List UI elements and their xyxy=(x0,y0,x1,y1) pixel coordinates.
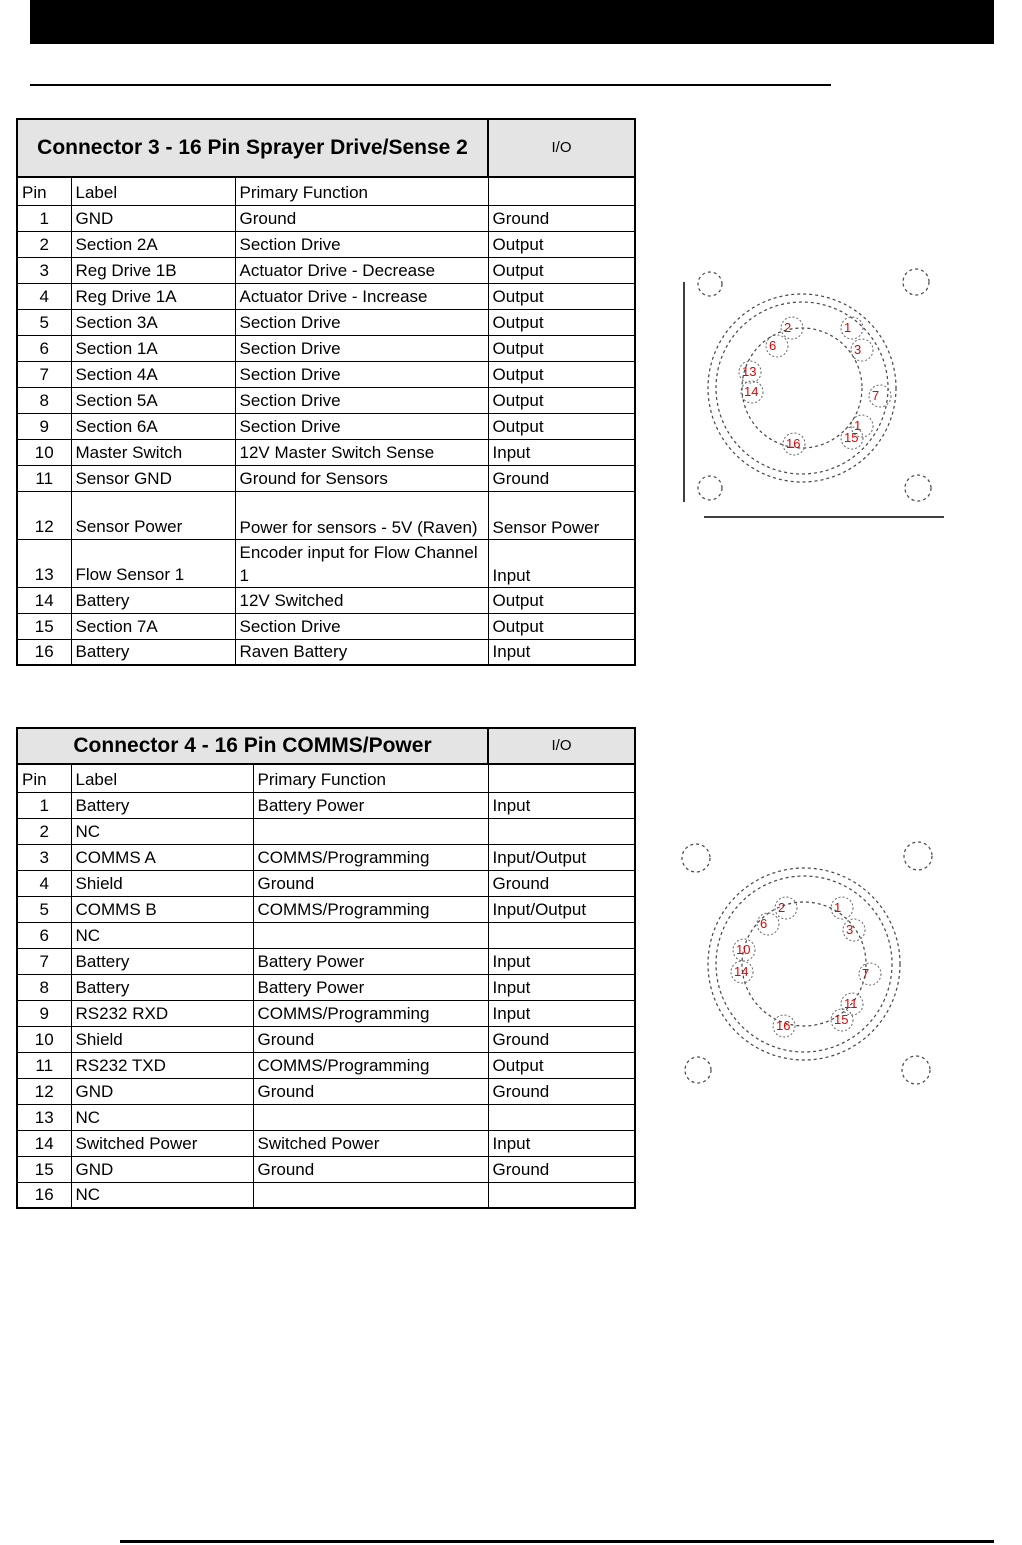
function-cell: Actuator Drive - Decrease xyxy=(235,257,488,283)
function-cell: 12V Switched xyxy=(235,587,488,613)
connector-3-table xyxy=(16,118,636,666)
io-cell: Output xyxy=(488,335,635,361)
footer-rule xyxy=(120,1540,994,1543)
table-row xyxy=(17,1156,635,1182)
label-cell: Section 5A xyxy=(71,387,235,413)
mount-hole-icon xyxy=(903,269,929,295)
pin-cell: 9 xyxy=(17,413,71,439)
pin-cell: 6 xyxy=(17,922,71,948)
table-row xyxy=(17,257,635,283)
function-cell: Ground xyxy=(253,870,488,896)
function-cell: COMMS/Programming xyxy=(253,896,488,922)
function-cell: Actuator Drive - Increase xyxy=(235,283,488,309)
connector-3-pinout-diagram xyxy=(674,252,960,522)
header-bar xyxy=(30,0,994,44)
io-cell: Sensor Power xyxy=(488,491,635,539)
connector-3-rows xyxy=(17,205,635,665)
io-header: I/O xyxy=(488,728,635,764)
io-cell: Ground xyxy=(488,1026,635,1052)
function-cell: Section Drive xyxy=(235,335,488,361)
table-row xyxy=(17,1078,635,1104)
pin-number-label: 6 xyxy=(769,338,777,353)
io-cell xyxy=(488,1182,635,1208)
pin-cell: 13 xyxy=(17,539,71,587)
io-cell: Input xyxy=(488,1000,635,1026)
function-cell xyxy=(253,922,488,948)
pin-cell: 8 xyxy=(17,974,71,1000)
table-row xyxy=(17,387,635,413)
pin-cell: 2 xyxy=(17,231,71,257)
function-cell: Section Drive xyxy=(235,309,488,335)
label-cell: Section 6A xyxy=(71,413,235,439)
function-cell: 12V Master Switch Sense xyxy=(235,439,488,465)
label-cell: RS232 RXD xyxy=(71,1000,253,1026)
io-cell: Input xyxy=(488,1130,635,1156)
pin-cell: 7 xyxy=(17,948,71,974)
io-cell: Output xyxy=(488,387,635,413)
pin-number-label: 15 xyxy=(834,1012,849,1027)
table-row xyxy=(17,491,635,539)
label-column-header: Label xyxy=(71,764,253,792)
function-cell: Section Drive xyxy=(235,387,488,413)
pin-number-label: 7 xyxy=(872,388,880,403)
connector-4-title: Connector 4 - 16 Pin COMMS/Power xyxy=(17,728,488,764)
function-cell: Battery Power xyxy=(253,974,488,1000)
pin-cell: 3 xyxy=(17,844,71,870)
pin-cell: 10 xyxy=(17,439,71,465)
function-cell xyxy=(253,1104,488,1130)
function-cell: Section Drive xyxy=(235,361,488,387)
pin-cell: 4 xyxy=(17,870,71,896)
function-cell: COMMS/Programming xyxy=(253,1052,488,1078)
io-cell: Input/Output xyxy=(488,896,635,922)
label-cell: Shield xyxy=(71,870,253,896)
pin-number-label: 6 xyxy=(760,916,768,931)
table-row xyxy=(17,465,635,491)
table-row xyxy=(17,948,635,974)
pin-cell: 6 xyxy=(17,335,71,361)
pin-cell: 7 xyxy=(17,361,71,387)
io-cell: Ground xyxy=(488,1156,635,1182)
table-row xyxy=(17,1026,635,1052)
io-cell: Input xyxy=(488,539,635,587)
io-cell: Output xyxy=(488,231,635,257)
table-row xyxy=(17,818,635,844)
pin-number-label: 11 xyxy=(844,996,858,1011)
function-cell: Ground xyxy=(253,1156,488,1182)
connector-4-pinout-svg xyxy=(664,830,954,1110)
io-cell: Ground xyxy=(488,1078,635,1104)
io-cell: Output xyxy=(488,413,635,439)
pin-cell: 5 xyxy=(17,309,71,335)
pin-number-label: 3 xyxy=(846,922,854,937)
pin-number-label: 2 xyxy=(784,320,792,335)
label-cell: NC xyxy=(71,1182,253,1208)
function-cell: Switched Power xyxy=(253,1130,488,1156)
function-cell: Battery Power xyxy=(253,948,488,974)
function-cell: Ground xyxy=(253,1026,488,1052)
label-cell: NC xyxy=(71,922,253,948)
table-row xyxy=(17,870,635,896)
label-cell: Battery xyxy=(71,639,235,665)
io-cell: Input xyxy=(488,639,635,665)
pin-cell: 12 xyxy=(17,491,71,539)
connector-4-rows xyxy=(17,792,635,1208)
function-cell: COMMS/Programming xyxy=(253,844,488,870)
label-column-header: Label xyxy=(71,177,235,205)
function-cell: Section Drive xyxy=(235,413,488,439)
table-row xyxy=(17,439,635,465)
table-row xyxy=(17,283,635,309)
pin-cell: 3 xyxy=(17,257,71,283)
function-cell: Power for sensors - 5V (Raven) xyxy=(235,491,488,539)
pin-column-header: Pin xyxy=(17,177,71,205)
pin-cell: 8 xyxy=(17,387,71,413)
function-cell: Encoder input for Flow Channel 1 xyxy=(235,539,488,587)
pin-cell: 14 xyxy=(17,1130,71,1156)
function-cell: COMMS/Programming xyxy=(253,1000,488,1026)
label-cell: COMMS A xyxy=(71,844,253,870)
io-column-header xyxy=(488,764,635,792)
label-cell: Battery xyxy=(71,792,253,818)
table-row xyxy=(17,361,635,387)
function-cell: Ground xyxy=(235,205,488,231)
table-row xyxy=(17,1182,635,1208)
function-cell xyxy=(253,818,488,844)
pin-number-label: 2 xyxy=(778,900,786,915)
pin-number-label: 1 xyxy=(854,418,862,433)
io-cell: Output xyxy=(488,613,635,639)
label-cell: Switched Power xyxy=(71,1130,253,1156)
pin-number-label: 10 xyxy=(736,942,751,957)
io-cell: Output xyxy=(488,1052,635,1078)
pin-cell: 10 xyxy=(17,1026,71,1052)
pin-cell: 2 xyxy=(17,818,71,844)
connector-3-title: Connector 3 - 16 Pin Sprayer Drive/Sense 2 xyxy=(17,119,488,177)
function-column-header: Primary Function xyxy=(253,764,488,792)
io-column-header xyxy=(488,177,635,205)
pin-cell: 12 xyxy=(17,1078,71,1104)
pin-number-label: 13 xyxy=(742,364,757,379)
pin-number-label: 1 xyxy=(844,320,852,335)
connector-shell-outer xyxy=(708,294,896,482)
label-cell: Battery xyxy=(71,974,253,1000)
io-cell: Input xyxy=(488,439,635,465)
pin-number-label: 7 xyxy=(862,966,870,981)
mount-hole-icon xyxy=(698,272,722,296)
label-cell: Section 7A xyxy=(71,613,235,639)
io-cell: Output xyxy=(488,283,635,309)
pin-number-label: 3 xyxy=(854,342,862,357)
label-cell: Master Switch xyxy=(71,439,235,465)
table-row xyxy=(17,413,635,439)
pin-cell: 15 xyxy=(17,1156,71,1182)
table-row xyxy=(17,974,635,1000)
table-row xyxy=(17,231,635,257)
pin-cell: 11 xyxy=(17,465,71,491)
pin-cell: 13 xyxy=(17,1104,71,1130)
pin-cell: 16 xyxy=(17,639,71,665)
function-cell: Raven Battery xyxy=(235,639,488,665)
label-cell: COMMS B xyxy=(71,896,253,922)
function-cell xyxy=(253,1182,488,1208)
function-cell: Section Drive xyxy=(235,613,488,639)
label-cell: Section 4A xyxy=(71,361,235,387)
function-cell: Battery Power xyxy=(253,792,488,818)
pin-cell: 1 xyxy=(17,205,71,231)
table-row xyxy=(17,896,635,922)
label-cell: Sensor GND xyxy=(71,465,235,491)
pin-number-label: 16 xyxy=(786,436,801,451)
connector-4-table xyxy=(16,727,636,1209)
mount-hole-icon xyxy=(902,1056,930,1084)
label-cell: Section 1A xyxy=(71,335,235,361)
table-row xyxy=(17,309,635,335)
io-cell: Ground xyxy=(488,465,635,491)
io-cell: Ground xyxy=(488,205,635,231)
header-rule xyxy=(30,84,831,86)
label-cell: Battery xyxy=(71,948,253,974)
connector-4-pinout-diagram xyxy=(664,830,954,1110)
pin-cell: 16 xyxy=(17,1182,71,1208)
io-cell xyxy=(488,1104,635,1130)
function-cell: Section Drive xyxy=(235,231,488,257)
label-cell: GND xyxy=(71,1078,253,1104)
table-row xyxy=(17,792,635,818)
pin-number-label: 1 xyxy=(834,900,842,915)
label-cell: Reg Drive 1A xyxy=(71,283,235,309)
pin-number-label: 14 xyxy=(734,964,749,979)
label-cell: GND xyxy=(71,1156,253,1182)
function-cell: Ground for Sensors xyxy=(235,465,488,491)
pin-cell: 11 xyxy=(17,1052,71,1078)
label-cell: Shield xyxy=(71,1026,253,1052)
table-row xyxy=(17,613,635,639)
pin-column-header: Pin xyxy=(17,764,71,792)
io-cell: Output xyxy=(488,257,635,283)
io-cell xyxy=(488,922,635,948)
table-row xyxy=(17,1130,635,1156)
io-header: I/O xyxy=(488,119,635,177)
label-cell: Sensor Power xyxy=(71,491,235,539)
io-cell: Output xyxy=(488,309,635,335)
io-cell: Input xyxy=(488,948,635,974)
table-row xyxy=(17,587,635,613)
mount-hole-icon xyxy=(905,475,931,501)
io-cell: Input xyxy=(488,792,635,818)
label-cell: Section 2A xyxy=(71,231,235,257)
connector-3-pinout-svg xyxy=(674,252,960,522)
pin-cell: 9 xyxy=(17,1000,71,1026)
pin-number-label: 16 xyxy=(776,1018,791,1033)
pin-cell: 5 xyxy=(17,896,71,922)
table-row xyxy=(17,1000,635,1026)
pin-cell: 14 xyxy=(17,587,71,613)
label-cell: Battery xyxy=(71,587,235,613)
pin-number-label: 15 xyxy=(844,430,859,445)
pin-number-label: 14 xyxy=(744,384,759,399)
io-cell: Ground xyxy=(488,870,635,896)
io-cell: Output xyxy=(488,587,635,613)
pin-cell: 15 xyxy=(17,613,71,639)
io-cell: Input/Output xyxy=(488,844,635,870)
label-cell: NC xyxy=(71,818,253,844)
label-cell: Reg Drive 1B xyxy=(71,257,235,283)
label-cell: RS232 TXD xyxy=(71,1052,253,1078)
label-cell: Flow Sensor 1 xyxy=(71,539,235,587)
io-cell: Output xyxy=(488,361,635,387)
table-row xyxy=(17,1104,635,1130)
mount-hole-icon xyxy=(685,1057,711,1083)
table-row xyxy=(17,922,635,948)
label-cell: Section 3A xyxy=(71,309,235,335)
io-cell xyxy=(488,818,635,844)
table-row xyxy=(17,539,635,587)
mount-hole-icon xyxy=(698,476,722,500)
table-row xyxy=(17,1052,635,1078)
pin-cell: 1 xyxy=(17,792,71,818)
function-cell: Ground xyxy=(253,1078,488,1104)
mount-hole-icon xyxy=(682,844,710,872)
table-row xyxy=(17,639,635,665)
label-cell: GND xyxy=(71,205,235,231)
function-column-header: Primary Function xyxy=(235,177,488,205)
label-cell: NC xyxy=(71,1104,253,1130)
pin-cell: 4 xyxy=(17,283,71,309)
mount-hole-icon xyxy=(904,842,932,870)
table-row xyxy=(17,335,635,361)
table-row xyxy=(17,844,635,870)
table-row xyxy=(17,205,635,231)
io-cell: Input xyxy=(488,974,635,1000)
